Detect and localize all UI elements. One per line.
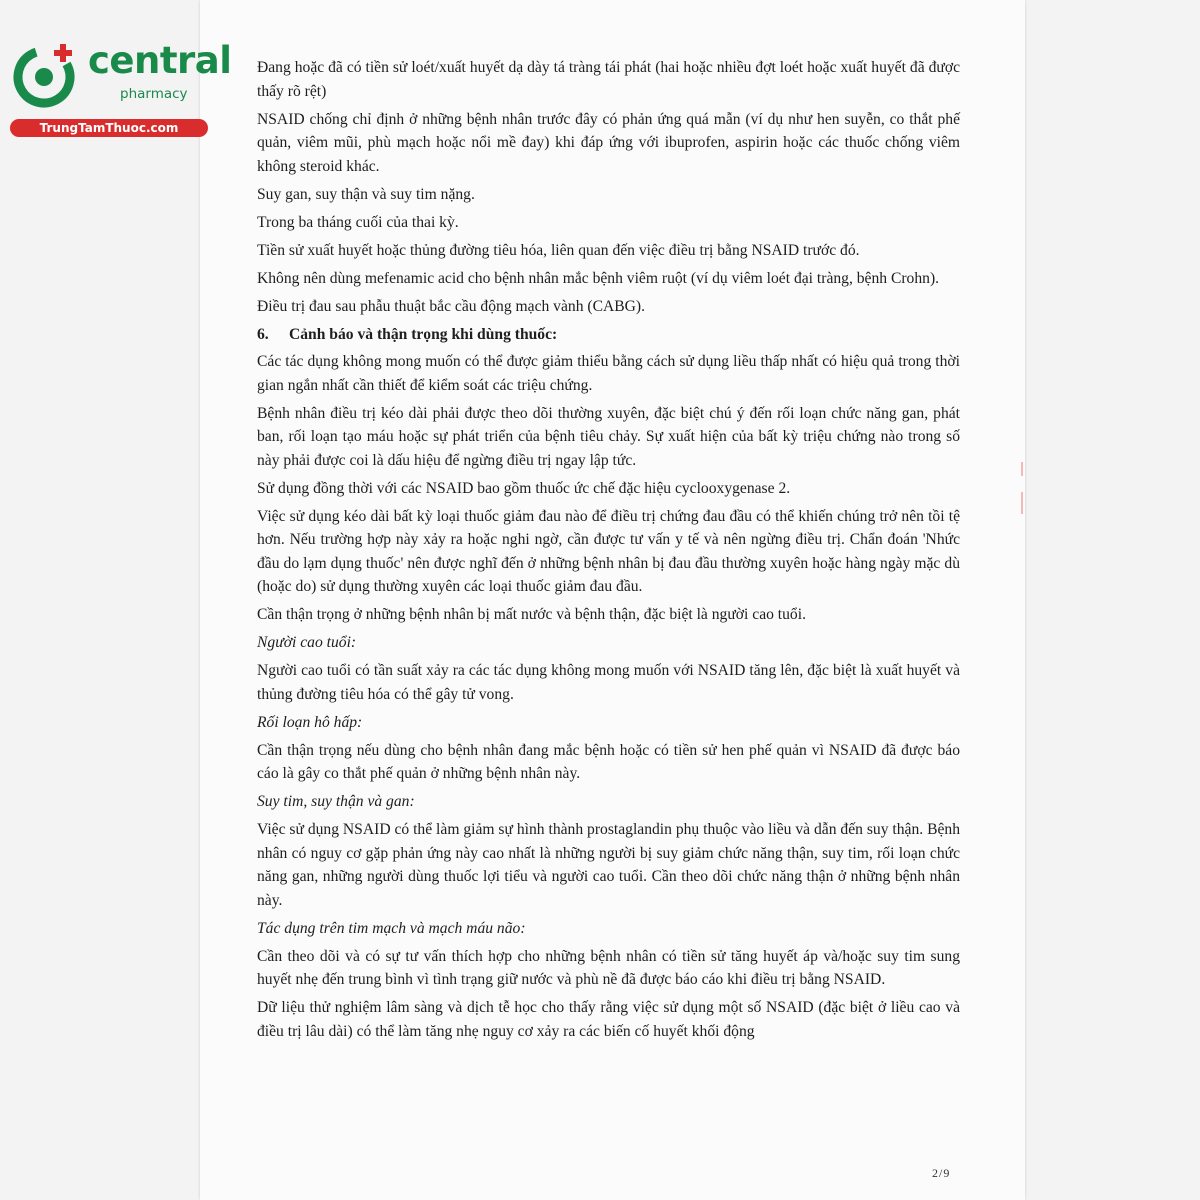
paragraph: Không nên dùng mefenamic acid cho bệnh nhân mắc bệnh viêm ruột (ví dụ viêm loét đại tràng, bệnh Crohn). (257, 269, 940, 287)
paragraph: Sử dụng đồng thời với các NSAID bao gồm thuốc ức chế đặc hiệu cyclooxygenase 2. (257, 479, 791, 497)
edge-mark (1021, 492, 1023, 514)
paragraph: Bệnh nhân điều trị kéo dài phải được theo dõi thường xuyên, đặc biệt chú ý đến rối loạn chức năng gan, phát ban, rối loạn tạo máu hoặc sự phát triển của bệnh tiêu chảy. Sự xuất hiện của bất kỳ triệu chứng nào trong số này phải được coi là dấu hiệu để ngừng điều trị ngay lập tức. (257, 404, 960, 469)
subheading: Người cao tuổi: (257, 634, 357, 651)
section-number: 6. (257, 325, 269, 343)
paragraph: Đang hoặc đã có tiền sử loét/xuất huyết dạ dày tá tràng tái phát (hai hoặc nhiều đợt loét hoặc xuất huyết đã được thấy rõ rệt) (257, 59, 960, 100)
paragraph: Suy gan, suy thận và suy tim nặng. (257, 185, 475, 203)
brand-website: TrungTamThuoc.com (10, 119, 208, 137)
paragraph: Cần thận trọng nếu dùng cho bệnh nhân đang mắc bệnh hoặc có tiền sử hen phế quản vì NSAID đã được báo cáo là gây co thắt phế quản ở những bệnh nhân này. (257, 741, 960, 782)
brand-logo[interactable] (10, 38, 232, 138)
section-heading (257, 323, 960, 347)
subheading: Suy tim, suy thận và gan: (257, 793, 415, 810)
brand-subtitle: pharmacy (120, 86, 188, 102)
paragraph: Việc sử dụng NSAID có thể làm giảm sự hình thành prostaglandin phụ thuộc vào liều và dẫn đến suy thận. Bệnh nhân có nguy cơ gặp phản ứng này cao nhất là những người bị suy giảm chức năng thận, suy tim, rối loạn chức năng gan, những người dùng thuốc lợi tiểu và người cao tuổi. Cần theo dõi chức năng thận ở những bệnh nhân này. (257, 821, 960, 909)
subheading: Rối loạn hô hấp: (257, 713, 363, 731)
central-pharmacy-logo-icon (10, 40, 80, 110)
paragraph: Điều trị đau sau phẫu thuật bắc cầu động mạch vành (CABG). (257, 297, 646, 315)
subheading: Tác dụng trên tim mạch và mạch máu não: (257, 919, 526, 937)
page-number: 2/9 (932, 1166, 951, 1180)
paragraph: Trong ba tháng cuối của thai kỳ. (257, 213, 459, 231)
paragraph: Cần thận trọng ở những bệnh nhân bị mất nước và bệnh thận, đặc biệt là người cao tuổi. (257, 606, 806, 623)
brand-name: central (88, 39, 232, 82)
section-title: Cảnh báo và thận trọng khi dùng thuốc: (289, 325, 558, 343)
paragraph: Việc sử dụng kéo dài bất kỳ loại thuốc giảm đau nào để điều trị chứng đau đầu có thể khiến chúng trở nên tồi tệ hơn. Nếu trường hợp này xảy ra hoặc nghi ngờ, cần được tư vấn y tế và nên ngừng điều trị. Chẩn đoán 'Nhức đầu do lạm dụng thuốc' nên được nghĩ đến ở những bệnh nhân bị đau đầu thường xuyên hoặc hàng ngày mặc dù (hoặc do) sử dụng thường xuyên các loại thuốc giảm đau đầu. (257, 507, 960, 595)
paragraph: Người cao tuổi có tần suất xảy ra các tác dụng không mong muốn với NSAID tăng lên, đặc biệt là xuất huyết và thủng đường tiêu hóa có thể gây tử vong. (257, 662, 960, 703)
paragraph: Dữ liệu thử nghiệm lâm sàng và dịch tễ học cho thấy rằng việc sử dụng một số NSAID (đặc biệt ở liều cao và điều trị lâu dài) có thể làm tăng nhẹ nguy cơ xảy ra các biến cố huyết khối động (257, 999, 960, 1040)
paragraph: Cần theo dõi và có sự tư vấn thích hợp cho những bệnh nhân có tiền sử tăng huyết áp và/hoặc suy tim sung huyết nhẹ đến trung bình vì tình trạng giữ nước và phù nề đã được báo cáo khi điều trị bằng NSAID. (257, 947, 960, 988)
paragraph: NSAID chống chỉ định ở những bệnh nhân trước đây có phản ứng quá mẫn (ví dụ như hen suyễn, co thắt phế quản, viêm mũi, phù mạch hoặc nổi mề đay) khi đáp ứng với ibuprofen, aspirin hoặc các thuốc chống viêm không steroid khác. (257, 110, 960, 175)
document-text (257, 56, 960, 1048)
edge-mark (1021, 462, 1023, 476)
paragraph: Các tác dụng không mong muốn có thể được giảm thiểu bằng cách sử dụng liều thấp nhất có hiệu quả trong thời gian ngắn nhất cần thiết để kiểm soát các triệu chứng. (257, 353, 960, 394)
paragraph: Tiền sử xuất huyết hoặc thủng đường tiêu hóa, liên quan đến việc điều trị bằng NSAID trước đó. (257, 241, 860, 259)
